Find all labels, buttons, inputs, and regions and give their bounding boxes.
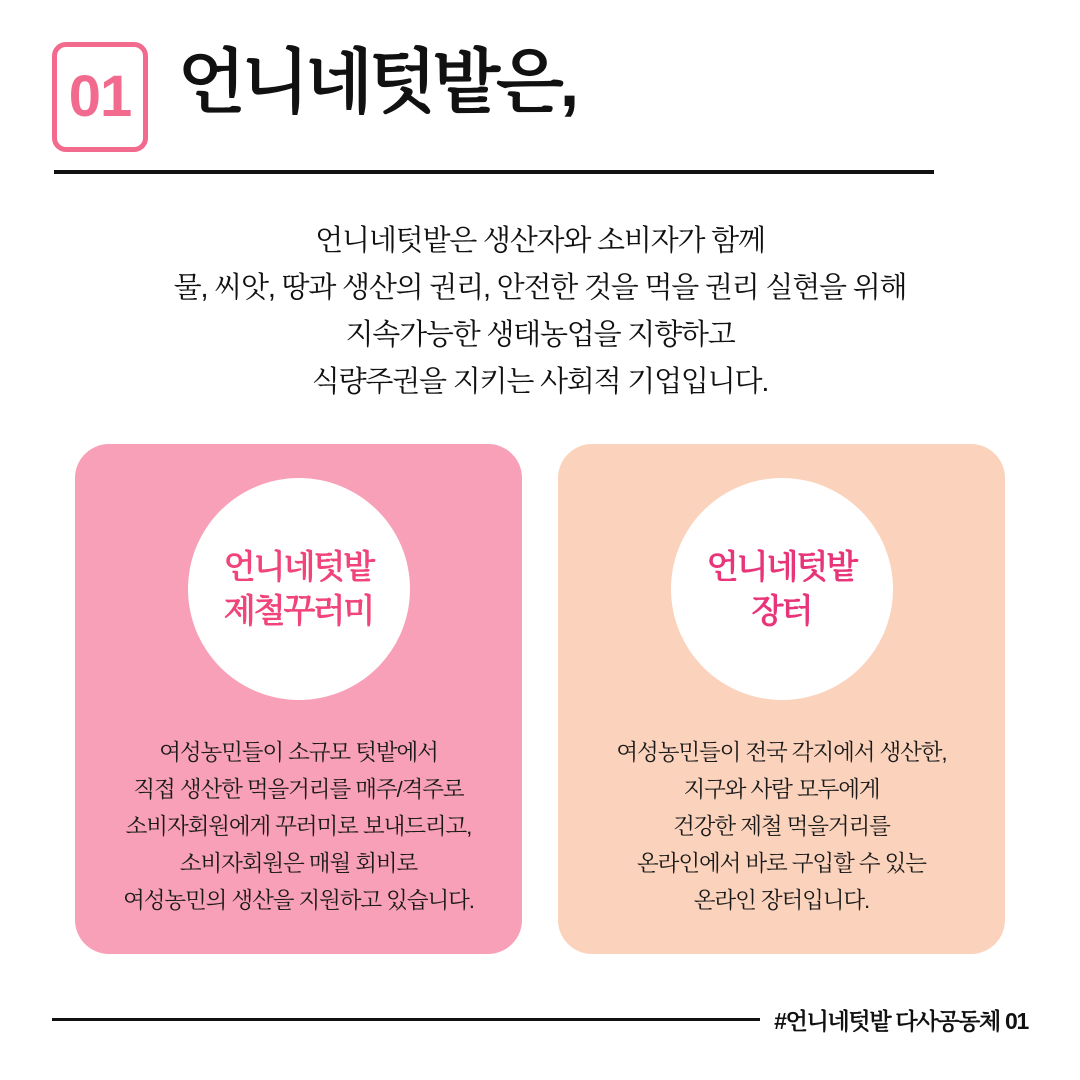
footer-divider	[52, 1018, 760, 1021]
card-circle-line-2: 장터	[751, 591, 812, 629]
title-wrapper	[178, 42, 575, 120]
page-header	[0, 0, 1080, 152]
card-body-text	[616, 734, 946, 920]
card-body-line: 건강한 제철 먹을거리를	[673, 814, 890, 840]
title-divider	[54, 170, 934, 174]
intro-line-4: 식량주권을 지키는 사회적 기업입니다.	[311, 365, 769, 398]
card-body-line: 소비자회원에게 꾸러미로 보내드리고,	[125, 814, 472, 840]
card-body-line: 여성농민들이 소규모 텃밭에서	[159, 739, 438, 765]
intro-paragraph	[0, 218, 1080, 406]
card-body-line: 온라인에서 바로 구입할 수 있는	[637, 851, 926, 877]
card-body-line: 소비자회원은 매월 회비로	[179, 851, 418, 877]
card-body-line: 지구와 사람 모두에게	[683, 777, 880, 802]
card-circle-line-2: 제철꾸러미	[223, 591, 374, 629]
intro-line-2: 물, 씨앗, 땅과 생산의 권리, 안전한 것을 먹을 권리 실현을 위해	[173, 271, 907, 304]
card-body-line: 여성농민의 생산을 지원하고 있습니다.	[123, 888, 474, 914]
section-number-badge	[52, 42, 148, 152]
section-number: 01	[68, 64, 132, 129]
card-market	[558, 444, 1005, 954]
footer-hashtag: #언니네텃밭 다사공동체 01	[774, 1008, 1028, 1034]
card-body-text	[123, 734, 474, 920]
card-body-line: 온라인 장터입니다.	[693, 888, 870, 914]
card-circle-line-1: 언니네텃밭	[706, 548, 857, 586]
page-footer	[0, 1003, 1080, 1036]
card-group	[0, 444, 1080, 954]
intro-line-3: 지속가능한 생태농업을 지향하고	[345, 318, 735, 351]
card-seasonal-bundle	[75, 444, 522, 954]
card-body-line: 여성농민들이 전국 각지에서 생산한,	[616, 739, 947, 765]
intro-line-1: 언니네텃밭은 생산자와 소비자가 함께	[315, 225, 765, 257]
card-circle-line-1: 언니네텃밭	[223, 548, 374, 586]
card-body-line: 직접 생산한 먹을거리를 매주/격주로	[133, 777, 464, 802]
card-circle-badge	[671, 478, 893, 700]
page-title: 언니네텃밭은,	[178, 43, 576, 121]
card-circle-badge	[188, 478, 410, 700]
